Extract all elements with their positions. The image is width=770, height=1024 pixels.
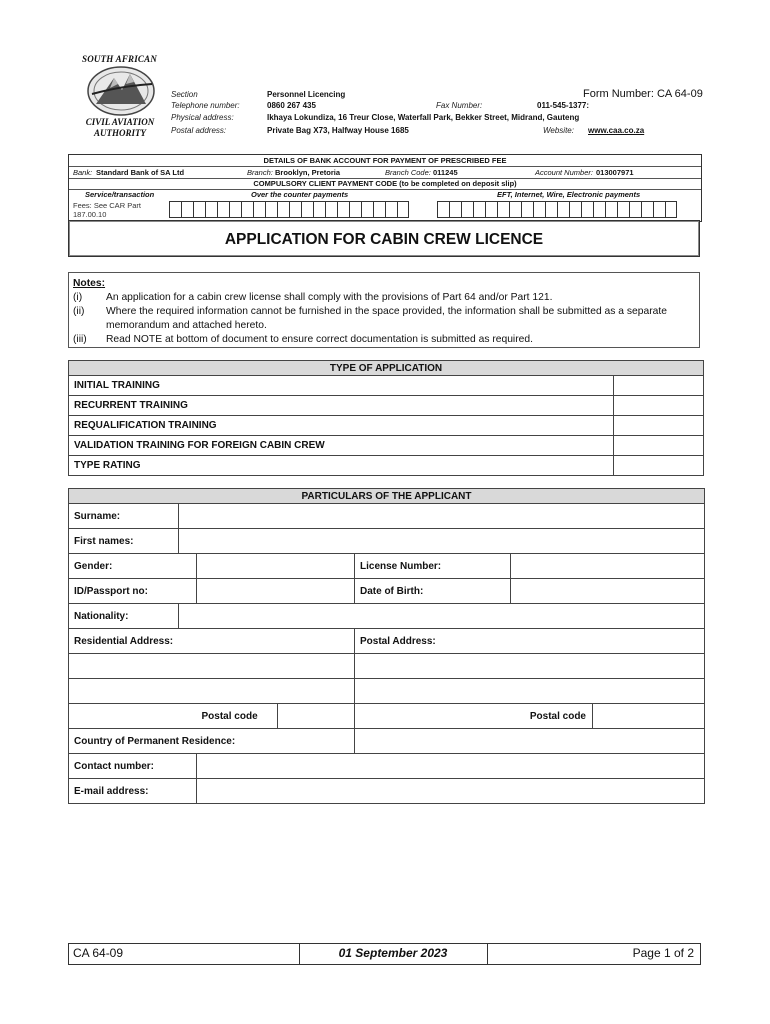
email-label: E-mail address:	[69, 779, 197, 804]
gender-label: Gender:	[69, 554, 197, 579]
postal-address-line2[interactable]	[355, 679, 705, 704]
option-type-rating-checkbox[interactable]	[614, 456, 704, 476]
logo-bottom-line2: AUTHORITY	[93, 128, 146, 138]
option-requalification-training: REQUALIFICATION TRAINING	[69, 416, 614, 436]
option-recurrent-training: RECURRENT TRAINING	[69, 396, 614, 416]
payment-code-title: COMPULSORY CLIENT PAYMENT CODE (to be completed on deposit slip)	[253, 179, 517, 188]
website-label: Website:	[543, 126, 574, 135]
note-1-num: (i)	[73, 292, 83, 303]
first-names-label: First names:	[69, 529, 179, 554]
account-value: 013007971	[596, 168, 634, 177]
fees-line1: Fees: See CAR Part	[73, 201, 141, 210]
option-initial-training: INITIAL TRAINING	[69, 376, 614, 396]
form-title: APPLICATION FOR CABIN CREW LICENCE	[224, 231, 544, 248]
website-link[interactable]: www.caa.co.za	[588, 126, 645, 135]
eft-payment-code-boxes[interactable]	[437, 201, 677, 218]
surname-label: Surname:	[69, 504, 179, 529]
license-number-field[interactable]	[511, 554, 705, 579]
option-validation-training: VALIDATION TRAINING FOR FOREIGN CABIN CREW	[69, 436, 614, 456]
form-number: Form Number: CA 64-09	[583, 88, 703, 100]
fax-value: 011-545-1377:	[537, 101, 590, 110]
surname-field[interactable]	[179, 504, 705, 529]
logo-bottom-line1: CIVIL AVIATION	[85, 117, 155, 127]
footer-page-number: Page 1 of 2	[632, 946, 694, 960]
notes-box	[68, 272, 700, 348]
nationality-field[interactable]	[179, 604, 705, 629]
residential-address-label: Residential Address:	[69, 629, 355, 654]
eft-header: EFT, Internet, Wire, Electronic payments	[497, 190, 641, 199]
telephone-label: Telephone number:	[171, 101, 240, 110]
particulars-heading: PARTICULARS OF THE APPLICANT	[69, 489, 705, 504]
note-2-text: Where the required information cannot be furnished in the space provided, the information shall be submitted as a separate	[106, 306, 667, 317]
physical-address-label: Physical address:	[171, 113, 234, 122]
residential-postal-code-field[interactable]	[278, 704, 355, 729]
fax-label: Fax Number:	[436, 101, 483, 110]
branch-label: Branch:	[247, 168, 273, 177]
date-of-birth-label: Date of Birth:	[355, 579, 511, 604]
email-field[interactable]	[197, 779, 705, 804]
contact-number-field[interactable]	[197, 754, 705, 779]
id-passport-field[interactable]	[197, 579, 355, 604]
option-type-rating: TYPE RATING	[69, 456, 614, 476]
date-of-birth-field[interactable]	[511, 579, 705, 604]
counter-header: Over the counter payments	[251, 190, 349, 199]
logo-top-text: SOUTH AFRICAN	[82, 54, 158, 64]
footer-date: 01 September 2023	[338, 946, 448, 960]
postal-address-value: Private Bag X73, Halfway House 1685	[267, 126, 409, 135]
section-value: Personnel Licencing	[267, 90, 346, 99]
branch-code-value: 011245	[433, 168, 458, 177]
id-passport-label: ID/Passport no:	[69, 579, 197, 604]
note-3-text: Read NOTE at bottom of document to ensure correct documentation is submitted as required.	[106, 334, 533, 345]
postal-address-label: Postal Address:	[355, 629, 705, 654]
contact-number-label: Contact number:	[69, 754, 197, 779]
residential-address-line1[interactable]	[69, 654, 355, 679]
logo-bottom-text	[84, 117, 156, 139]
physical-address-value: Ikhaya Lokundiza, 16 Treur Close, Waterfall Park, Bekker Street, Midrand, Gauteng	[267, 113, 580, 122]
bank-label: Bank:	[73, 168, 93, 177]
postal-address-label: Postal address:	[171, 126, 227, 135]
first-names-field[interactable]	[179, 529, 705, 554]
residential-address-line3[interactable]	[69, 704, 197, 729]
particulars-table	[68, 488, 705, 804]
caa-logo-icon	[84, 64, 160, 118]
account-label: Account Number:	[535, 168, 593, 177]
option-validation-training-checkbox[interactable]	[614, 436, 704, 456]
branch-code-label: Branch Code:	[385, 168, 431, 177]
note-3-num: (iii)	[73, 334, 87, 345]
option-requalification-training-checkbox[interactable]	[614, 416, 704, 436]
residential-address-line2[interactable]	[69, 679, 355, 704]
nationality-label: Nationality:	[69, 604, 179, 629]
section-label: Section	[171, 90, 198, 99]
country-residence-label: Country of Permanent Residence:	[69, 729, 355, 754]
note-2-num: (ii)	[73, 306, 85, 317]
postal-code-label-2: Postal code	[355, 704, 593, 729]
license-number-label: License Number:	[355, 554, 511, 579]
form-title-box	[68, 220, 700, 257]
service-header: Service/transaction	[85, 190, 155, 199]
bank-details-box	[68, 154, 702, 222]
telephone-value: 0860 267 435	[267, 101, 316, 110]
branch-value: Brooklyn, Pretoria	[275, 168, 341, 177]
bank-value: Standard Bank of SA Ltd	[96, 168, 185, 177]
postal-postal-code-field[interactable]	[593, 704, 705, 729]
bank-details-title: DETAILS OF BANK ACCOUNT FOR PAYMENT OF PRESCRIBED FEE	[263, 156, 507, 165]
country-residence-field[interactable]	[355, 729, 705, 754]
postal-address-line1[interactable]	[355, 654, 705, 679]
gender-field[interactable]	[197, 554, 355, 579]
type-of-application-heading: TYPE OF APPLICATION	[69, 361, 704, 376]
note-2-text-cont: memorandum and attached hereto.	[106, 320, 267, 331]
postal-code-label-1: Postal code	[197, 704, 278, 729]
option-recurrent-training-checkbox[interactable]	[614, 396, 704, 416]
fees-line2: 187.00.10	[73, 210, 107, 219]
counter-payment-code-boxes[interactable]	[169, 201, 409, 218]
option-initial-training-checkbox[interactable]	[614, 376, 704, 396]
page-footer	[68, 943, 701, 965]
type-of-application-table	[68, 360, 704, 476]
notes-heading: Notes:	[73, 278, 106, 289]
note-1-text: An application for a cabin crew license shall comply with the provisions of Part 64 and/or Part 121.	[106, 292, 553, 303]
footer-form-code: CA 64-09	[73, 946, 124, 960]
